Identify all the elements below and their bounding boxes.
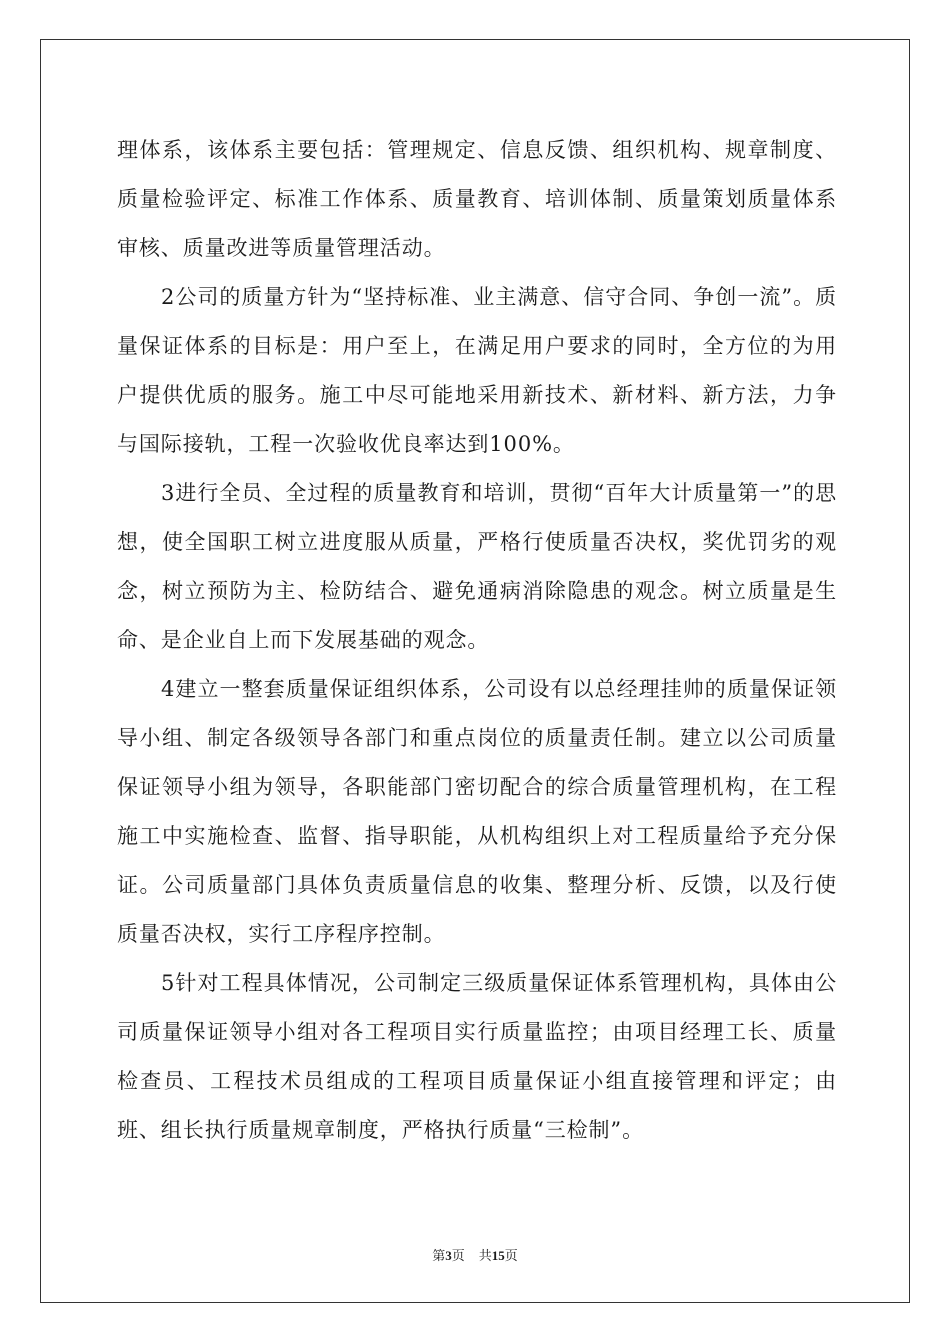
footer-prefix: 第	[432, 1249, 446, 1264]
footer-total-pages: 15	[491, 1248, 505, 1263]
footer-page-number: 3	[445, 1248, 452, 1263]
paragraph-4: 4建立一整套质量保证组织体系，公司设有以总经理挂帅的质量保证领导小组、制定各级领导各部门和重点岗位的质量责任制。建立以公司质量保证领导小组为领导，各职能部门密切配合的综合质量管理机构，在工程施工中实施检查、监督、指导职能，从机构组织上对工程质量给予充分保证。公司质量部门具体负责质量信息的收集、整理分析、反馈，以及行使质量否决权，实行工序程序控制。	[117, 677, 837, 946]
paragraph-1: 理体系，该体系主要包括：管理规定、信息反馈、组织机构、规章制度、质量检验评定、标准工作体系、质量教育、培训体制、质量策划质量体系审核、质量改进等质量管理活动。	[117, 138, 837, 260]
paragraph-3: 3进行全员、全过程的质量教育和培训，贯彻“百年大计质量第一”的思想，使全国职工树立进度服从质量，严格行使质量否决权，奖优罚劣的观念，树立预防为主、检防结合、避免通病消除隐患的观念。树立质量是生命、是企业自上而下发展基础的观念。	[117, 481, 837, 652]
page-footer	[0, 1247, 950, 1266]
footer-total-prefix: 共	[478, 1249, 492, 1264]
paragraph-5: 5针对工程具体情况，公司制定三级质量保证体系管理机构，具体由公司质量保证领导小组对各工程项目实行质量监控；由项目经理工长、质量检查员、工程技术员组成的工程项目质量保证小组直接管理和评定；由班、组长执行质量规章制度，严格执行质量“三检制”。	[117, 971, 837, 1142]
paragraph-2: 2公司的质量方针为“坚持标准、业主满意、信守合同、争创一流”。质量保证体系的目标是：用户至上，在满足用户要求的同时，全方位的为用户提供优质的服务。施工中尽可能地采用新技术、新材料、新方法，力争与国际接轨，工程一次验收优良率达到100%。	[117, 285, 837, 456]
footer-total-suffix: 页	[504, 1249, 518, 1264]
document-body	[117, 126, 837, 1155]
footer-page-suffix: 页	[451, 1249, 465, 1264]
